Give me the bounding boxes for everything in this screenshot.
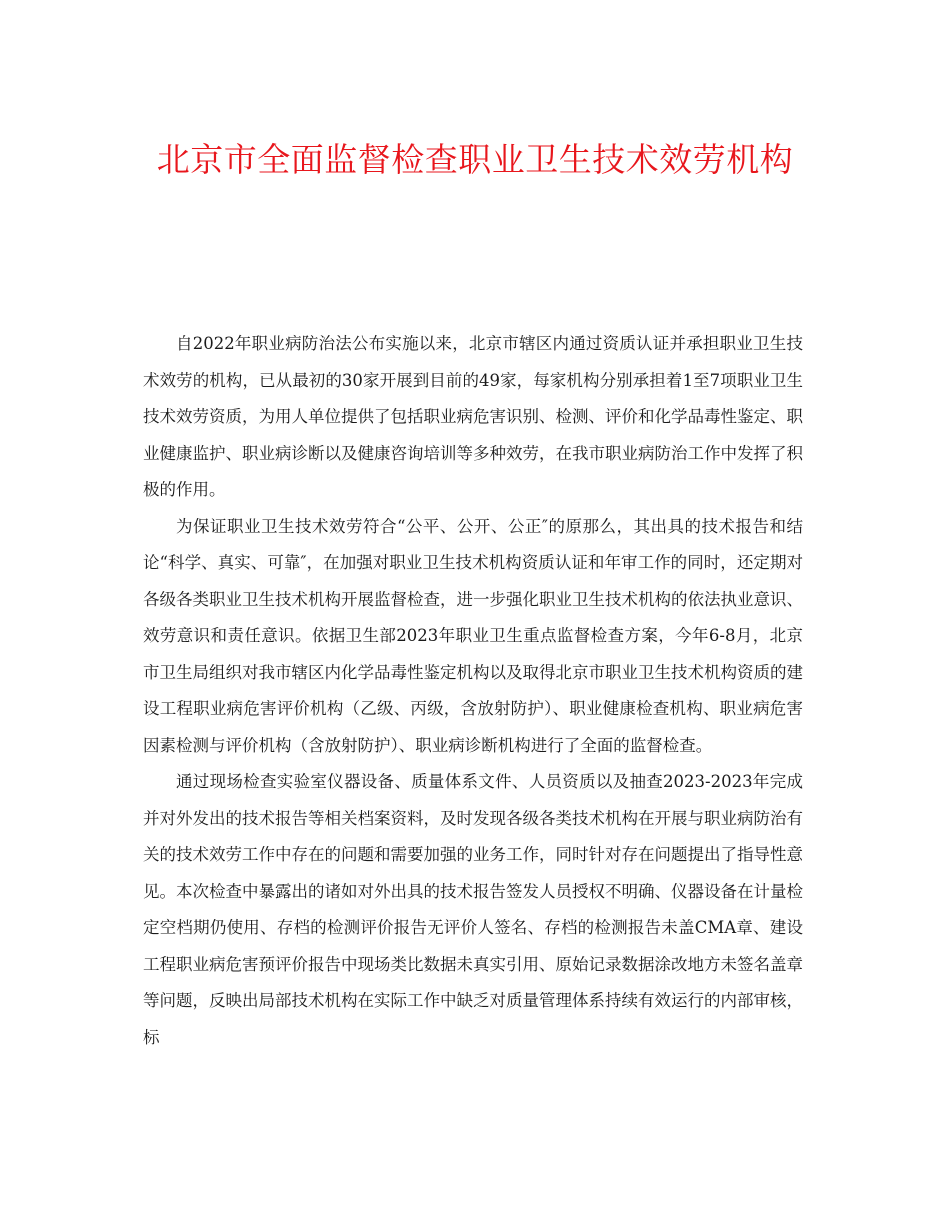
paragraph: 为保证职业卫生技术效劳符合“公平、公开、公正″的原那么，其出具的技术报告和结论“科学、真实、可靠″，在加强对职业卫生技术机构资质认证和年审工作的同时，还定期对各级各类职业卫生技术机构开展监督检查，进一步强化职业卫生技术机构的依法执业意识、效劳意识和责任意识。依据卫生部2023年职业卫生重点监督检查方案，今年6-8月，北京市卫生局组织对我市辖区内化学品毒性鉴定机构以及取得北京市职业卫生技术机构资质的建设工程职业病危害评价机构（乙级、丙级，含放射防护）、职业健康检查机构、职业病危害因素检测与评价机构（含放射防护）、职业病诊断机构进行了全面的监督检查。 — [143, 516, 803, 755]
paragraph: 通过现场检查实验室仪器设备、质量体系文件、人员资质以及抽查2023-2023年完成并对外发出的技术报告等相关档案资料，及时发现各级各类技术机构在开展与职业病防治有关的技术效劳工作中存在的问题和需要加强的业务工作，同时针对存在问题提出了指导性意见。本次检查中暴露出的诸如对外出具的技术报告签发人员授权不明确、仪器设备在计量检定空档期仍使用、存档的检测评价报告无评价人签名、存档的检测报告未盖CMA章、建设工程职业病危害预评价报告中现场类比数据未真实引用、原始记录数据涂改地方未签名盖章等问题，反映出局部技术机构在实际工作中缺乏对质量管理体系持续有效运行的内部审核，标 — [143, 772, 803, 1047]
document-title: 北京市全面监督检查职业卫生技术效劳机构 — [156, 140, 794, 179]
paragraph: 自2022年职业病防治法公布实施以来，北京市辖区内通过资质认证并承担职业卫生技术效劳的机构，已从最初的30家开展到目前的49家，每家机构分别承担着1至7项职业卫生技术效劳资质，为用人单位提供了包括职业病危害识别、检测、评价和化学品毒性鉴定、职业健康监护、职业病诊断以及健康咨询培训等多种效劳，在我市职业病防治工作中发挥了积极的作用。 — [143, 334, 803, 499]
document-body — [143, 326, 803, 1056]
